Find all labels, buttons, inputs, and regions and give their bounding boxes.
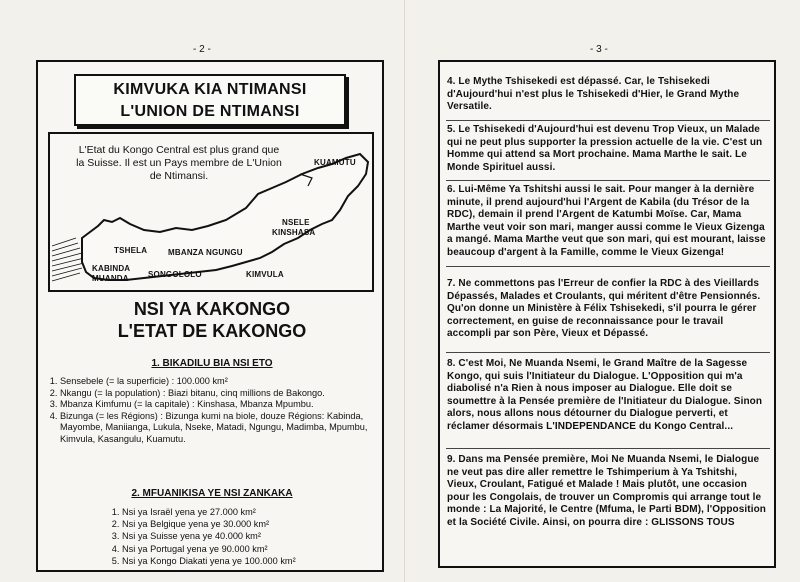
place-kuamutu: KUAMUTU: [314, 158, 356, 167]
place-songololo: SONGOLOLO: [148, 270, 202, 279]
separator: [446, 352, 770, 353]
paragraph-5: 5. Le Tshisekedi d'Aujourd'hui est devenu Trop Vieux, un Malade qui ne peut plus supporter la pression actuelle de la vie. C'est un Homme qui attend sa Mort prochaine. Mama Marthe le sait. Le Monde Spirituel aussi.: [447, 124, 763, 173]
paragraph-7: 7. Ne commettons pas l'Erreur de confier la RDC à des Vieillards Dépassés, Malades et Croulants, qui méritent d'être Pensionnés. Qu'on donne un Ministère à Félix Tshisekedi, s'il pourra le gérer correctement, en guise de reconnaissance pour le travail accompli par son Père, Vieux et Dépassé.: [447, 278, 761, 339]
list-item: 1. Nsi ya Israël yena ye 27.000 km²: [122, 506, 392, 518]
title-block: [74, 74, 346, 126]
list-item: 5. Nsi ya Kongo Diakati yena ye 100.000 km²: [122, 555, 392, 567]
map-caption: L'Etat du Kongo Central est plus grand que la Suisse. Il est un Pays membre de L'Union de Ntimansi.: [76, 144, 282, 182]
separator: [446, 120, 770, 121]
kakongo-line-1: NSI YA KAKONGO: [133, 299, 291, 319]
list-item: 3. Nsi ya Suisse yena ye 40.000 km²: [122, 530, 392, 542]
place-mbanza-ngungu: MBANZA NGUNGU: [168, 248, 243, 257]
paragraph-8: 8. C'est Moi, Ne Muanda Nsemi, le Grand Maître de la Sagesse Kongo, qui suis l'Initiateur du Dialogue. L'Opposition qui m'a diabolisé n'a Rien à nous imposer au Dialogue. Elle doit se soumettre à la Pensée première de l'Initiateur du Dialogue. Sinon alors, nous allons nous détourner du Dialogue perverti, et réclamer désormais L'INDEPENDANCE du Kongo Central...: [447, 358, 763, 432]
list-item: 1. Sensebele (= la superficie) : 100.000 km²: [60, 376, 394, 388]
title-line-2: L'UNION DE NTIMANSI: [120, 103, 300, 120]
section1-heading: 1. BIKADILU BIA NSI ETO: [151, 358, 273, 369]
page-number-right: - 3 -: [590, 44, 608, 55]
coast-hatching: [52, 238, 84, 281]
list-item: 2. Nsi ya Belgique yena ye 30.000 km²: [122, 518, 392, 530]
place-muanda: MUANDA: [92, 274, 129, 283]
paragraph-9: 9. Dans ma Pensée première, Moi Ne Muanda Nsemi, le Dialogue ne veut pas dire aller remettre le Tshimperium à Ya Tshitshi, Vieux, Croulant, Fatigué et Malade ! Mais plutôt, une occasion pour les Congolais, de trouver un Compromis qui arrange tout le monde : La Majorité, le Centre (Mfuma, le Parti BDM), l'Opposition et la Société Civile. Ainsi, on pourra dire : GLISSONS TOUS: [447, 454, 767, 528]
section2-heading: 2. MFUANIKISA YE NSI ZANKAKA: [131, 488, 293, 499]
separator: [446, 180, 770, 181]
right-page: [438, 60, 776, 568]
list-item: 2. Nkangu (= la population) : Biazi bitanu, cinq millions de Bakongo.: [60, 388, 394, 400]
list-item: 4. Bizunga (= les Régions) : Bizunga kumi na biole, douze Régions: Kabinda, Mayombe, Maniianga, Lukula, Nseke, Matadi, Ngungu, Madimba, Mpumbu, Kimvula, Kasangulu, Kuamutu.: [60, 411, 394, 446]
separator: [446, 448, 770, 449]
page-number-left: - 2 -: [193, 44, 211, 55]
place-tshela: TSHELA: [114, 246, 148, 255]
kakongo-line-2: L'ETAT DE KAKONGO: [117, 321, 307, 341]
place-kinshasa: KINSHASA: [272, 228, 316, 237]
place-kabinda: KABINDA: [92, 264, 131, 273]
title-line-1: KIMVUKA KIA NTIMANSI: [113, 81, 307, 98]
list-item: 3. Mbanza Kimfumu (= la capitale) : Kinshasa, Mbanza Mpumbu.: [60, 399, 394, 411]
place-kimvula: KIMVULA: [246, 270, 284, 279]
left-page: [36, 60, 384, 572]
paragraph-6: 6. Lui-Même Ya Tshitshi aussi le sait. Pour manger à la dernière minute, il prend aujourd'hui l'Argent de Kabila (du Trésor de la RDC), demain il prend l'Argent de Katumbi Moïse. Car, Mama Marthe veut voir son mari, manger aussi comme le Vieux Gizenga a mangé. Mama Marthe veut que son mari, qui est mourant, laisse beaucoup d'argent à la Famille, comme le Vieux Gizenga!: [447, 184, 766, 258]
paragraph-4: 4. Le Mythe Tshisekedi est dépassé. Car, le Tshisekedi d'Aujourd'hui n'est plus le Tshisekedi d'Hier, le Grand Mythe Versatile.: [447, 76, 740, 112]
kakongo-heading: [38, 298, 386, 342]
page-fold: [404, 0, 405, 582]
place-nsele: NSELE: [282, 218, 310, 227]
map-box: [48, 132, 374, 292]
list-item: 4. Nsi ya Portugal yena ye 90.000 km²: [122, 543, 392, 555]
section2-list: [106, 506, 392, 567]
separator: [446, 266, 770, 267]
section1-list: [44, 376, 394, 446]
